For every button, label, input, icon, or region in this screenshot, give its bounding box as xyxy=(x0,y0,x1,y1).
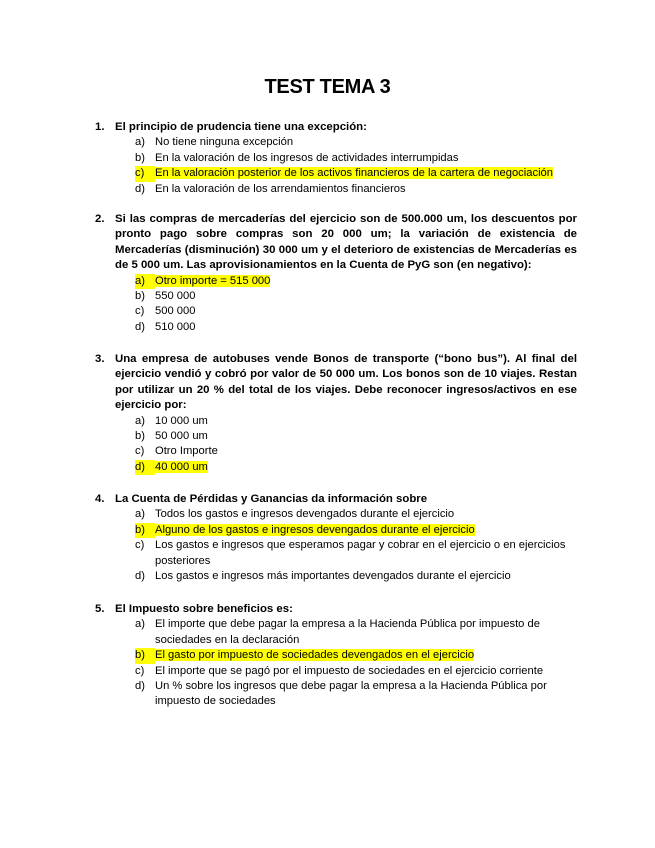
option-a xyxy=(95,135,577,150)
question-text: Si las compras de mercaderías del ejercicio son de 500.000 um, los descuentos por pronto pago sobre compras son 20 000 um; la variación de existencia de Mercaderías (disminución) 30 000 um y el deterioro de existencias de Mercaderías es de 5 000 um. Las aprovisionamientos en la Cuenta de PyG son (en negativo): xyxy=(115,213,577,272)
option-b-highlighted xyxy=(95,523,577,538)
option-letter: b) xyxy=(135,523,155,538)
question-number: 4. xyxy=(95,493,105,505)
option-list xyxy=(95,135,577,197)
option-text: Alguno de los gastos e ingresos devengados durante el ejercicio xyxy=(155,523,475,536)
option-letter: c) xyxy=(135,664,145,677)
option-text: 550 000 xyxy=(155,290,196,303)
question-4 xyxy=(95,492,577,584)
question-stem xyxy=(95,492,577,507)
option-text: Los gastos e ingresos más importantes devengados durante el ejercicio xyxy=(155,570,511,583)
option-letter: b) xyxy=(135,290,145,303)
option-text: En la valoración de los arrendamientos financieros xyxy=(155,182,406,195)
option-c xyxy=(95,304,577,319)
option-text: Todos los gastos e ingresos devengados durante el ejercicio xyxy=(155,508,455,521)
option-a xyxy=(95,414,577,429)
option-list xyxy=(95,507,577,584)
option-text: 10 000 um xyxy=(155,414,208,427)
option-text: En la valoración posterior de los activos financieros de la cartera de negociación xyxy=(155,167,554,180)
question-number: 5. xyxy=(95,603,105,615)
question-5 xyxy=(95,602,577,710)
option-letter: c) xyxy=(135,166,155,181)
option-text: El gasto por impuesto de sociedades devengados en el ejercicio xyxy=(155,649,475,662)
option-letter: a) xyxy=(135,136,145,149)
option-text: Otro importe = 515 000 xyxy=(155,274,271,287)
question-text: El Impuesto sobre beneficios es: xyxy=(115,603,293,615)
option-text: 500 000 xyxy=(155,305,196,318)
question-text: La Cuenta de Pérdidas y Ganancias da información sobre xyxy=(115,493,428,505)
option-list xyxy=(95,617,577,709)
option-text: 50 000 um xyxy=(155,430,208,443)
option-text: Otro Importe xyxy=(155,445,218,458)
option-text: En la valoración de los ingresos de actividades interrumpidas xyxy=(155,151,459,164)
option-letter: c) xyxy=(135,305,145,318)
option-letter: d) xyxy=(135,320,145,333)
question-text: Una empresa de autobuses vende Bonos de transporte (“bono bus”). Al final del ejercicio vendió y cobró por valor de 50 000 um. Los bonos son de 10 viajes. Restan por utilizar un 20 % del total de los viajes. Debe reconocer ingresos/activos en ese ejercicio por: xyxy=(115,353,577,412)
option-text: El importe que se pagó por el impuesto de sociedades en el ejercicio corriente xyxy=(155,664,544,677)
option-text: 40 000 um xyxy=(155,460,208,473)
option-letter: b) xyxy=(135,648,155,663)
option-a xyxy=(95,617,577,648)
option-letter: d) xyxy=(135,460,155,475)
option-letter: a) xyxy=(135,274,155,289)
option-d xyxy=(95,182,577,197)
option-letter: a) xyxy=(135,508,145,521)
option-a-highlighted xyxy=(95,274,577,289)
option-letter: c) xyxy=(135,445,145,458)
option-letter: b) xyxy=(135,151,145,164)
option-c xyxy=(95,444,577,459)
option-c xyxy=(95,538,577,569)
option-text: El importe que debe pagar la empresa a la Hacienda Pública por impuesto de sociedades en la declaración xyxy=(155,618,540,646)
option-letter: a) xyxy=(135,414,145,427)
question-2 xyxy=(95,212,577,335)
option-d xyxy=(95,679,577,710)
option-d xyxy=(95,320,577,335)
question-stem xyxy=(95,602,577,617)
option-b xyxy=(95,151,577,166)
option-letter: d) xyxy=(135,570,145,583)
option-c xyxy=(95,664,577,679)
option-letter: c) xyxy=(135,539,145,552)
question-3 xyxy=(95,352,577,475)
option-text: 510 000 xyxy=(155,320,196,333)
question-number: 2. xyxy=(95,213,105,225)
option-list xyxy=(95,414,577,476)
option-letter: b) xyxy=(135,430,145,443)
option-b xyxy=(95,289,577,304)
option-letter: d) xyxy=(135,182,145,195)
question-stem xyxy=(95,352,577,414)
option-d xyxy=(95,569,577,584)
option-b-highlighted xyxy=(95,648,577,663)
option-text: Un % sobre los ingresos que debe pagar la empresa a la Hacienda Pública por impuesto de sociedades xyxy=(155,680,547,708)
option-letter: d) xyxy=(135,680,145,693)
option-a xyxy=(95,507,577,522)
question-text: El principio de prudencia tiene una excepción: xyxy=(115,121,367,133)
option-text: Los gastos e ingresos que esperamos pagar y cobrar en el ejercicio o en ejercicios posteriores xyxy=(155,539,566,567)
question-number: 1. xyxy=(95,121,105,133)
question-number: 3. xyxy=(95,353,105,365)
option-list xyxy=(95,274,577,336)
option-b xyxy=(95,429,577,444)
option-letter: a) xyxy=(135,618,145,631)
page-title: TEST TEMA 3 xyxy=(264,76,391,98)
question-1 xyxy=(95,120,577,197)
question-stem xyxy=(95,120,577,135)
question-stem xyxy=(95,212,577,274)
option-d-highlighted xyxy=(95,460,577,475)
option-text: No tiene ninguna excepción xyxy=(155,136,294,149)
option-c-highlighted xyxy=(95,166,577,181)
